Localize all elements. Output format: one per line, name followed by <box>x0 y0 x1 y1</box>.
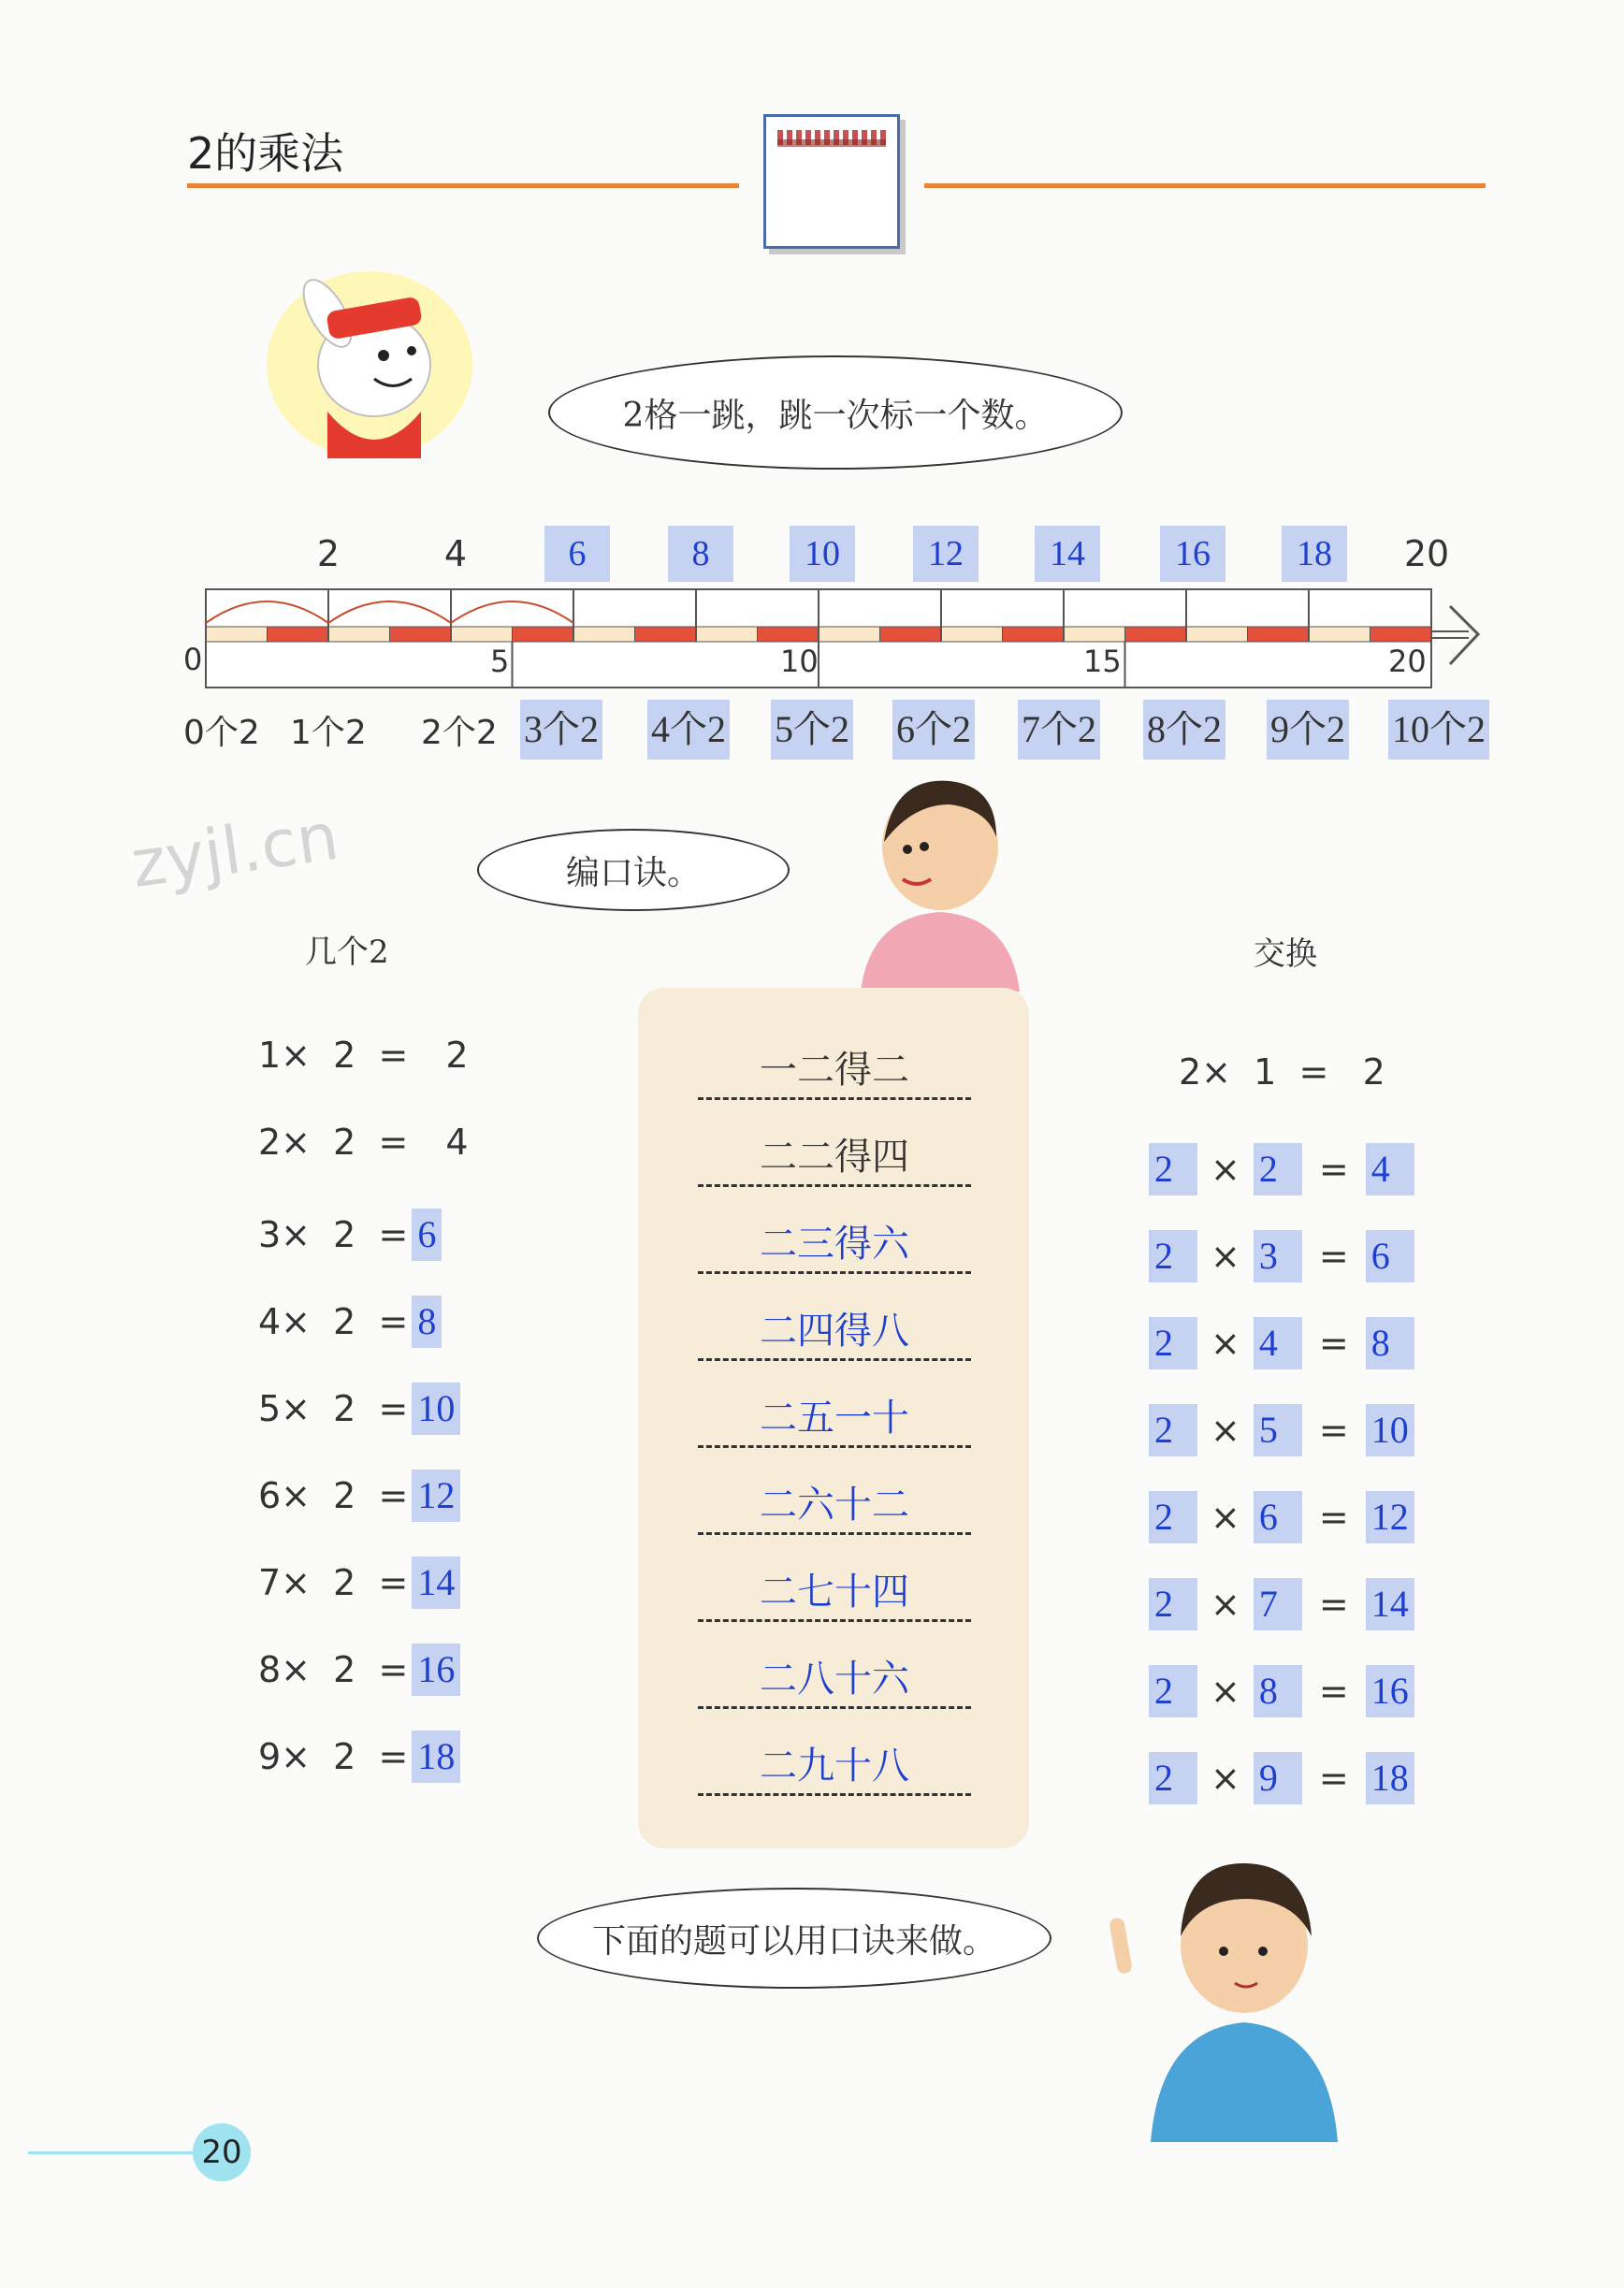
chant-line: 二八十六 <box>698 1649 971 1709</box>
notepad-icon <box>763 114 900 249</box>
equation-lhs: 1× 2 = <box>258 1035 409 1076</box>
left-equation <box>258 1122 469 1163</box>
chant-line: 二四得八 <box>698 1301 971 1361</box>
right-equation <box>1149 1317 1414 1369</box>
factor-b: 3 <box>1254 1230 1302 1282</box>
watermark: zyjl.cn <box>126 797 343 904</box>
tick-label: 10 <box>780 644 819 679</box>
factor-a: 2 <box>1149 1317 1197 1369</box>
product: 12 <box>1366 1491 1414 1543</box>
times-sign: × <box>1211 1497 1240 1538</box>
left-equation <box>258 1557 460 1609</box>
chant-line: 二二得四 <box>698 1127 971 1187</box>
equation-answer: 4 <box>445 1122 469 1163</box>
product: 6 <box>1366 1230 1414 1282</box>
equals-sign: = <box>1318 1584 1349 1625</box>
left-equation <box>258 1470 460 1522</box>
right-equation <box>1149 1491 1414 1543</box>
chant-line: 二九十八 <box>698 1736 971 1796</box>
equation-lhs: 3× 2 = <box>258 1214 409 1255</box>
equals-sign: = <box>1318 1671 1349 1712</box>
tick-label: 5 <box>490 644 510 679</box>
equation-lhs: 6× 2 = <box>258 1475 409 1516</box>
equation-answer: 14 <box>412 1557 460 1609</box>
times-sign: × <box>1211 1236 1240 1277</box>
right-equation: 2× 1 = 2 <box>1179 1051 1385 1093</box>
times-sign: × <box>1211 1149 1240 1190</box>
numberline-answer: 8 <box>668 526 733 582</box>
right-equation <box>1149 1578 1414 1630</box>
count-answer: 10个2 <box>1388 700 1489 760</box>
chant-line: 二五一十 <box>698 1388 971 1448</box>
equation-answer: 6 <box>412 1209 442 1261</box>
equals-sign: = <box>1318 1149 1349 1190</box>
boy-pointing-illustration <box>1104 1861 1366 2142</box>
equation-lhs: 9× 2 = <box>258 1736 409 1777</box>
left-equation <box>258 1383 460 1435</box>
equation-answer: 2 <box>445 1035 469 1076</box>
equation-answer: 12 <box>412 1470 460 1522</box>
equals-sign: = <box>1318 1758 1349 1799</box>
speech-bubble-use-chant-text: 下面的题可以用口诀来做。 <box>591 1921 996 1961</box>
factor-a: 2 <box>1149 1143 1197 1195</box>
speech-bubble-chant <box>477 829 790 911</box>
equation-lhs: 4× 2 = <box>258 1301 409 1342</box>
numberline-label: 2 <box>316 533 341 574</box>
factor-b: 7 <box>1254 1578 1302 1630</box>
count-answer: 7个2 <box>1018 700 1100 760</box>
numberline-answer: 10 <box>790 526 855 582</box>
left-equation <box>258 1209 442 1261</box>
equals-sign: = <box>1318 1323 1349 1364</box>
right-equation <box>1149 1752 1414 1804</box>
equation-lhs: 2× 2 = <box>258 1122 409 1163</box>
factor-b: 4 <box>1254 1317 1302 1369</box>
rabbit-illustration <box>262 262 486 477</box>
count-answer: 3个2 <box>520 700 602 760</box>
left-equation <box>258 1730 460 1783</box>
numberline-answer: 6 <box>544 526 610 582</box>
factor-b: 2 <box>1254 1143 1302 1195</box>
header-rule-left <box>187 183 739 188</box>
chant-line: 一二得二 <box>698 1040 971 1100</box>
count-answer: 9个2 <box>1267 700 1349 760</box>
count-label: 0个2 <box>183 714 260 752</box>
numberline-label: 4 <box>443 533 468 574</box>
equation-answer: 16 <box>412 1644 460 1696</box>
equals-sign: = <box>1318 1497 1349 1538</box>
equation-lhs: 7× 2 = <box>258 1562 409 1603</box>
right-equation <box>1149 1143 1414 1195</box>
factor-b: 6 <box>1254 1491 1302 1543</box>
speech-bubble-jump <box>548 355 1123 470</box>
times-sign: × <box>1211 1671 1240 1712</box>
boy-illustration <box>851 776 1020 992</box>
speech-bubble-chant-text: 编口诀。 <box>565 853 701 892</box>
equation-answer: 10 <box>412 1383 460 1435</box>
factor-b: 8 <box>1254 1665 1302 1717</box>
page-title: 2的乘法 <box>187 128 344 179</box>
equals-sign: = <box>1318 1236 1349 1277</box>
right-column-header: 交换 <box>1254 935 1317 973</box>
chant-line: 二七十四 <box>698 1562 971 1622</box>
factor-a: 2 <box>1149 1752 1197 1804</box>
factor-a: 2 <box>1149 1578 1197 1630</box>
chant-line: 二六十二 <box>698 1475 971 1535</box>
speech-bubble-use-chant <box>537 1888 1051 1989</box>
times-sign: × <box>1211 1323 1240 1364</box>
count-label: 1个2 <box>290 714 367 752</box>
left-column-header: 几个2 <box>305 934 389 971</box>
tick-label: 15 <box>1083 644 1122 679</box>
factor-a: 2 <box>1149 1665 1197 1717</box>
times-sign: × <box>1211 1758 1240 1799</box>
count-answer: 5个2 <box>771 700 853 760</box>
times-sign: × <box>1211 1584 1240 1625</box>
product: 18 <box>1366 1752 1414 1804</box>
count-label: 2个2 <box>421 714 498 752</box>
equation-lhs: 5× 2 = <box>258 1388 409 1429</box>
factor-b: 9 <box>1254 1752 1302 1804</box>
count-answer: 6个2 <box>892 700 975 760</box>
factor-a: 2 <box>1149 1404 1197 1456</box>
tick-label: 0 <box>183 642 203 677</box>
speech-bubble-jump-text: 2格一跳，跳一次标一个数。 <box>622 396 1049 435</box>
factor-b: 5 <box>1254 1404 1302 1456</box>
right-equation <box>1149 1230 1414 1282</box>
numberline-answer: 12 <box>913 526 979 582</box>
tick-label: 20 <box>1388 644 1427 679</box>
product: 8 <box>1366 1317 1414 1369</box>
factor-a: 2 <box>1149 1230 1197 1282</box>
left-equation <box>258 1296 442 1348</box>
left-equation <box>258 1644 460 1696</box>
page-number: 20 <box>193 2123 251 2181</box>
header-rule-right <box>924 183 1486 188</box>
equation-answer: 8 <box>412 1296 442 1348</box>
chant-line: 二三得六 <box>698 1214 971 1274</box>
count-answer: 8个2 <box>1143 700 1225 760</box>
right-equation <box>1149 1665 1414 1717</box>
left-equation <box>258 1035 469 1076</box>
count-answer: 4个2 <box>647 700 730 760</box>
equation-answer: 18 <box>412 1730 460 1783</box>
right-equation <box>1149 1404 1414 1456</box>
product: 10 <box>1366 1404 1414 1456</box>
equation-lhs: 8× 2 = <box>258 1649 409 1690</box>
product: 16 <box>1366 1665 1414 1717</box>
numberline-answer: 16 <box>1160 526 1225 582</box>
times-sign: × <box>1211 1410 1240 1451</box>
numberline-answer: 18 <box>1282 526 1347 582</box>
equals-sign: = <box>1318 1410 1349 1451</box>
number-line <box>187 580 1497 692</box>
page-number-line <box>28 2151 196 2154</box>
factor-a: 2 <box>1149 1491 1197 1543</box>
product: 4 <box>1366 1143 1414 1195</box>
numberline-label: 20 <box>1403 533 1450 574</box>
product: 14 <box>1366 1578 1414 1630</box>
numberline-answer: 14 <box>1035 526 1100 582</box>
